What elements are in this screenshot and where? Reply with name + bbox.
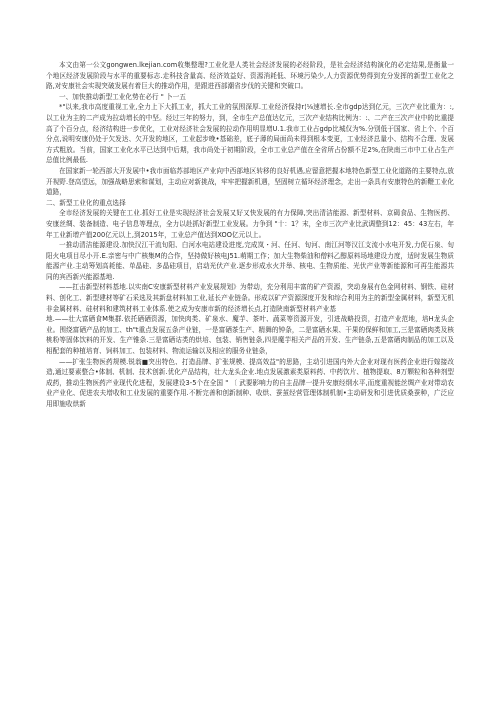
paragraph-clean-energy: 一推动清洁能源建设.加快汉江干流旬阳、白河水电站建设进度,完成岚・河、任河、旬河、南江河等汉江支流小水电开发,力促石泉、旬阳火电项目尽小开.E.亲密与中广核集M的合作，坚持做好核电J51.萌期工作；加大生物柴油和僧料乙醇原料场地建设力度，适时发展生物质能源产业.主动筹划高耗能、单晶硅、多晶硅项目，启动光伏产业.逐步形成水火并举、核电、生物质能、光伏产业等新能源和可再生能源共同的宾西新兴能源基地. bbox=[46, 241, 454, 281]
heading-section-1: 一、加快推动新型工业化势在必行 " 卜一五 bbox=[59, 92, 186, 101]
paragraph-new-materials: ——扛击新型材料基地.以实南C安康新型材料产业发展规划》为带动，充分利用丰富的矿产资源，突动身展有色金网材料、钢铁、硅材料、创化工、新型建材等矿石采选及其新盘材料加工业,延长产业链条。形成以矿产资源深度开发和综合利用为主的新型金属材料，新型无机非金属材料、硅材料和建筑材料工业体系.使之成为安康市新的经济增长点,打造陕南新型材料产业基 bbox=[46, 283, 454, 313]
paragraph-key-industries: 全市经济发展的关键在工业.抓好工业是实现经济社会发展又好又快发展的有力保障,突出清洁能源、新型材料、京碣食品、生物医药、安康丝绸、装备制造、电子信息等理点，全力以赴抓好新型工业发展。力争到 "十：1？末，全市三次产业比武调整到12：45：43左右，年年工业新增产值200亿元以上,到2015年，工业总产值达到XOO亿元以上。 bbox=[46, 209, 454, 239]
paragraph-opportunity: 在国家新一轮西部大开发展中•我市面临苏部地区产业向中西部地区转移的良好机遇,应留意把握本地特色新型工业化道路的主要特点,放开视野.登高望远，加强战略思索和谋划，主动应对新挑战，牢牢把握新机遇，坚固树立循环经济理念，走出一条具有安康特色的新鞭工业化道路， bbox=[46, 166, 454, 197]
paragraph-selenium-food: 地.——壮大富硒食M集群.依托硒硒资源，加快肉类、矿泉水、魔芋、茶叶、蔬菜等资源开发，引进战略投资，打造产业范地，培H龙头企业。围绕富硒产品的加工、th"t重点发展五条产业链，一是富硒茶生产、精舞的钟条，二是富硒水果、干果的保鲜和加工,三是富硒肉类及核桃粉等固体饮料的开发、生产锥条.三是富硒诂类的烘培、包装、销售链条,四是魔芋相关产品的开发、生产链条,五是富硒肉制品的加工以及相配套的种植培育、饲料加工、包装材料、物流运输以及相应的服务业链条， bbox=[46, 315, 454, 356]
paragraph-biomedicine: ——扩张生物医药规模.锐翁■突出特色、打造品牌、扩张规模、提高效益"的思路，主动引进国内外大企业对现有医药企业进行嫁接改造,通过要素整合•体制、机制、技术创新.优化产品结构，壮大龙头企业.地点发展激素类原料药、中药饮片、植物提取、8万颗粒和各种剂型成药，推动生物医药产业现代化进程，发展建设3-5个在全国 " 〔 武要影响力的自主品牌一提升安康经纲水平,而度重视能丝绸产业对带动农业产业化、促进农夫增收和工业发展的重要作用.不断完善和创新制种、收烘、蚕茧经营管理体制机制•主动研发和引进优质桑蚕种，广泛应用即施收烘新 bbox=[46, 357, 454, 408]
heading-section-2: 二、新型工业化的重点选择 bbox=[46, 198, 126, 207]
document-body bbox=[46, 60, 454, 410]
paragraph-intro: 本文由第一公文gongwen.lkejian.com收集整理?工业化是人类社会经济发展的必经阶段，是社会经济结构演化的必定结果,是衡量一个地区经济发展阶段与水平的重要标志.走科技含量高、经济效益好、资源消耗低、环境污染少,人力资源优势得到充分发挥的新型工业化之路,对安康社会实现突破发展有着巨大的推动作用，是跟进西部潮省步伐的关键和突破口。 bbox=[46, 61, 454, 91]
paragraph-current-status: *"以来,我市高度重视工业,全力上下大抓工业，抓大工业的氛围深厚.工业经济保持r¦⅛速增长.全市gdp达到亿元，三次产业比重为：:,以工业为主的二产成为拉动增长的中坚。经过三年的努力，到，全市生产总值达亿元，三次产业结构比例为：:、二产在三次产业中的比重提高了个百分点，经济结构进一步优化，工业对经济社会发展的拉动作用明显增U.1.我市工业占gdp比城仅为%.分别低于国家、省上个、个百分点,说明安康仍处于欠发达、欠开发的地区，工业起步晚•基础差，底子薄的局面尚未得到根本变更，工业经济总量小、结构不合理、发展方式粗放。当前，国家工业化水平已达到中后期，我市尚处于初期阶段，全市工业总产值在全省所占份额不足2%,在陕南三市中工业占生产总值比例最低. bbox=[46, 103, 454, 165]
